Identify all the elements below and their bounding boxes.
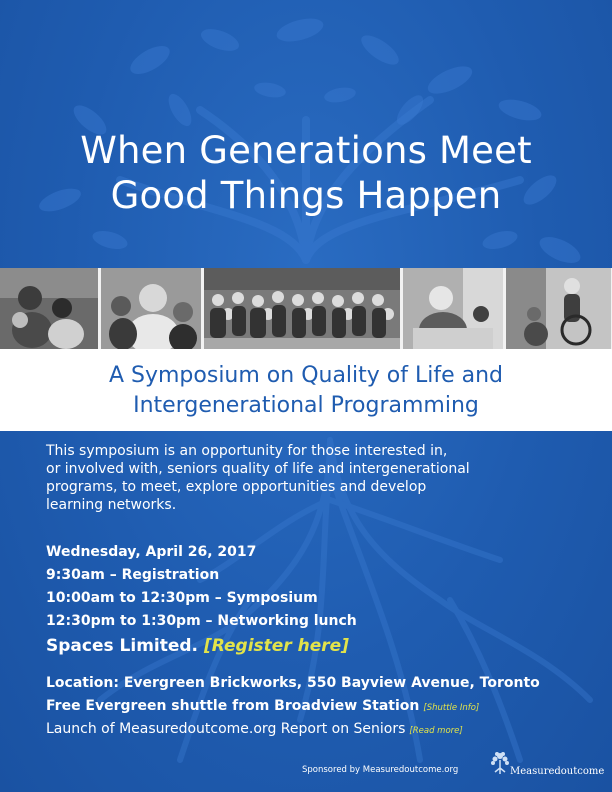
logo-text: Measuredoutcome — [510, 766, 605, 777]
photo-grandmother-with-children — [101, 268, 201, 349]
spaces-limited-text: Spaces Limited. — [46, 636, 199, 656]
measuredoutcome-logo — [490, 748, 608, 784]
location-text: Location: Evergreen Brickworks, 550 Bayview Avenue, Toronto — [46, 675, 540, 691]
subtitle-line-1: A Symposium on Quality of Life and — [108, 363, 504, 388]
subtitle-line-2: Intergenerational Programming — [133, 393, 479, 418]
shuttle-line — [46, 695, 540, 718]
page-title — [0, 128, 612, 218]
description-line: or involved with, seniors quality of life and intergenerational — [46, 461, 470, 477]
title-line-1: When Generations Meet — [80, 129, 532, 172]
photo-group-of-seniors-and-youth — [204, 268, 400, 349]
title-line-2: Good Things Happen — [110, 174, 502, 217]
photo-senior-at-table — [403, 268, 503, 349]
location-block — [46, 672, 540, 741]
register-here-link[interactable]: [Register here] — [204, 636, 349, 656]
photo-strip — [0, 268, 612, 349]
lunch-time: 12:30pm to 1:30pm – Networking lunch — [46, 613, 357, 629]
photo-senior-in-wheelchair — [506, 268, 611, 349]
photo-adult-helping-children — [0, 268, 98, 349]
event-date: Wednesday, April 26, 2017 — [46, 544, 257, 560]
read-more-link[interactable]: [Read more] — [409, 726, 463, 736]
subtitle-band — [0, 349, 612, 431]
description-paragraph — [46, 442, 506, 514]
description-line: programs, to meet, explore opportunities and develop — [46, 479, 427, 495]
symposium-time: 10:00am to 12:30pm – Symposium — [46, 590, 318, 606]
schedule — [46, 541, 566, 633]
description-line: learning networks. — [46, 497, 177, 513]
shuttle-text: Free Evergreen shuttle from Broadview Station — [46, 698, 420, 714]
spaces-limited — [46, 636, 349, 656]
shuttle-info-link[interactable]: [Shuttle Info] — [423, 703, 480, 713]
description-line: This symposium is an opportunity for those interested in, — [46, 443, 448, 459]
tree-logo-icon — [490, 750, 510, 780]
sponsor-text: Sponsored by Measuredoutcome.org — [302, 765, 459, 775]
launch-text: Launch of Measuredoutcome.org Report on Seniors — [46, 721, 406, 737]
launch-line — [46, 718, 540, 741]
registration-time: 9:30am – Registration — [46, 567, 220, 583]
